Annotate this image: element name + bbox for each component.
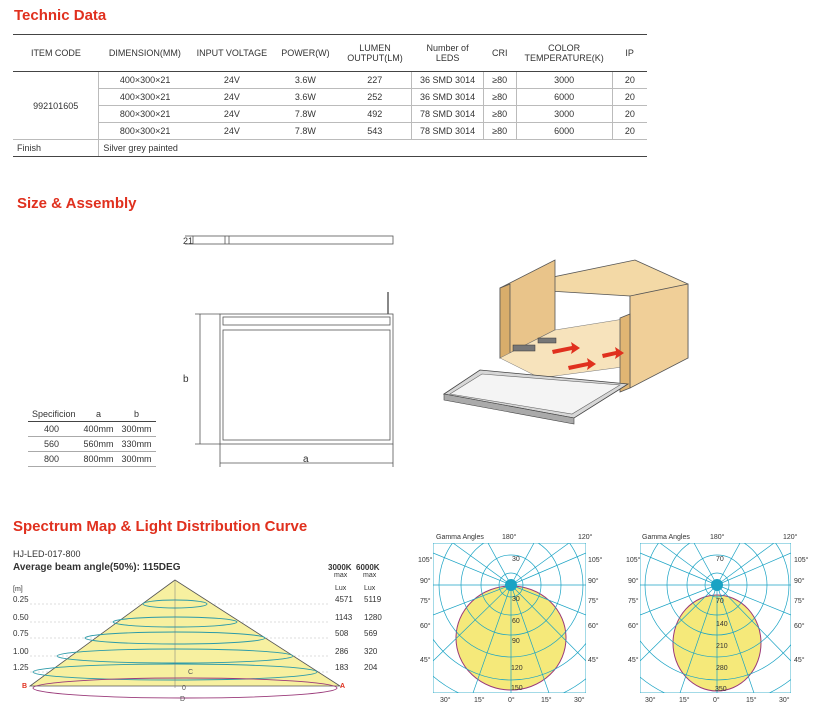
cell: ≥80	[483, 123, 516, 140]
beam-label-b: B	[22, 683, 28, 690]
beam-angle: Average beam angle(50%): 115DEG	[13, 562, 181, 573]
lux-label: Lux	[364, 585, 376, 592]
col-cri: CRI	[483, 35, 516, 72]
spec-col-spec: Specificion	[28, 407, 80, 422]
beam-label-0: 0	[182, 685, 186, 692]
angle-label: 60°	[794, 623, 805, 630]
angle-label: 45°	[588, 657, 599, 664]
panel-side-profile	[193, 236, 393, 244]
polar-value: 90	[512, 638, 520, 645]
polar-value: 280	[716, 665, 728, 672]
polar-value: 30	[512, 596, 520, 603]
col-color-temp: COLOR TEMPERATURE(K)	[516, 35, 612, 72]
cell: 400×300×21	[99, 89, 191, 106]
angle-label: 90°	[628, 578, 639, 585]
polar-value: 120	[511, 665, 523, 672]
size-assembly-title: Size & Assembly	[17, 195, 137, 212]
spec-col-a: a	[80, 407, 118, 422]
angle-label: 15°	[746, 697, 757, 704]
angle-label: 0°	[508, 697, 515, 704]
polar-value: 210	[716, 643, 728, 650]
cell: 3000	[516, 106, 612, 123]
col-item-code: ITEM CODE	[13, 35, 99, 72]
distance-label: 1.00	[13, 647, 29, 656]
angle-label: 75°	[628, 598, 639, 605]
cell: 6000	[516, 89, 612, 106]
polar-value: 70	[716, 598, 724, 605]
cell: 3.6W	[273, 72, 338, 89]
polar-value: 140	[716, 621, 728, 628]
cell: 800×300×21	[99, 106, 191, 123]
angle-label: 15°	[541, 697, 552, 704]
angle-label: 105°	[588, 557, 603, 564]
finish-value: Silver grey painted	[99, 140, 647, 157]
cabinet-assembly-illustration	[440, 258, 700, 428]
col-leds: Number of LEDS	[412, 35, 484, 72]
angle-label: 90°	[794, 578, 805, 585]
polar-chart-right	[640, 543, 791, 693]
angle-120: 120°	[783, 534, 798, 541]
polar-value: 60	[512, 618, 520, 625]
angle-label: 45°	[628, 657, 639, 664]
distance-label: 0.25	[13, 595, 29, 604]
cell: 24V	[191, 89, 273, 106]
col-6000k: 6000K	[356, 563, 380, 572]
cell: 7.8W	[273, 123, 338, 140]
angle-label: 75°	[588, 598, 599, 605]
unit-label: [m]	[13, 586, 23, 593]
cell: 3000	[516, 72, 612, 89]
polar-chart-left	[433, 543, 586, 693]
cell: 252	[338, 89, 412, 106]
finish-row	[13, 140, 647, 157]
cell: 492	[338, 106, 412, 123]
item-code-cell: 992101605	[13, 72, 99, 140]
lux-value: 204	[364, 663, 378, 672]
table-row: 400 400mm 300mm	[28, 422, 156, 437]
cell: 78 SMD 3014	[412, 123, 484, 140]
lux-value: 1143	[335, 613, 353, 622]
lux-label: Lux	[335, 585, 347, 592]
polar-value: 150	[511, 685, 523, 692]
col-power: POWER(W)	[273, 35, 338, 72]
spec-table	[28, 407, 156, 467]
angle-label: 90°	[420, 578, 431, 585]
angle-120: 120°	[578, 534, 593, 541]
gamma-label: Gamma Angles	[642, 534, 690, 541]
cell: ≥80	[483, 106, 516, 123]
technic-data-table	[13, 34, 647, 157]
cell: 800×300×21	[99, 123, 191, 140]
cell: 20	[612, 89, 647, 106]
distance-label: 0.50	[13, 613, 29, 622]
angle-label: 30°	[645, 697, 656, 704]
cell: 7.8W	[273, 106, 338, 123]
cell: 24V	[191, 106, 273, 123]
max-label: max	[363, 572, 377, 579]
beam-label-c: C	[188, 669, 194, 676]
angle-label: 105°	[626, 557, 641, 564]
table-row	[13, 123, 647, 140]
cell: ≥80	[483, 89, 516, 106]
spectrum-title: Spectrum Map & Light Distribution Curve	[13, 518, 308, 535]
col-ip: IP	[612, 35, 647, 72]
lux-value: 5119	[364, 595, 382, 604]
distance-label: 1.25	[13, 663, 29, 672]
lux-value: 508	[335, 629, 349, 638]
angle-label: 105°	[794, 557, 809, 564]
cell: 400×300×21	[99, 72, 191, 89]
technic-data-title: Technic Data	[14, 7, 107, 24]
panel-drawing	[175, 222, 405, 472]
angle-180: 180°	[502, 534, 517, 541]
dim-a-label: a	[303, 454, 309, 465]
angle-label: 30°	[574, 697, 585, 704]
beam-label-d: D	[180, 696, 186, 703]
cell: ≥80	[483, 72, 516, 89]
angle-label: 15°	[679, 697, 690, 704]
panel-front-view	[220, 314, 393, 444]
angle-label: 60°	[628, 623, 639, 630]
cell: 20	[612, 106, 647, 123]
angle-label: 45°	[420, 657, 431, 664]
gamma-label: Gamma Angles	[436, 534, 484, 541]
dim-b-label: b	[183, 374, 189, 385]
thickness-label: 21	[183, 236, 194, 246]
lux-value: 1280	[364, 613, 382, 622]
lux-value: 320	[364, 647, 378, 656]
polar-value: 30	[512, 556, 520, 563]
cell: 24V	[191, 123, 273, 140]
col-lumen: LUMEN OUTPUT(LM)	[338, 35, 412, 72]
beam-model: HJ-LED-017-800	[13, 549, 81, 559]
finish-label: Finish	[13, 140, 99, 157]
cell: 3.6W	[273, 89, 338, 106]
angle-label: 30°	[440, 697, 451, 704]
angle-label: 60°	[588, 623, 599, 630]
table-row: 800 800mm 300mm	[28, 452, 156, 467]
col-3000k: 3000K	[328, 563, 352, 572]
angle-label: 90°	[588, 578, 599, 585]
polar-value: 350	[715, 686, 727, 693]
polar-value: 70	[716, 556, 724, 563]
lux-value: 4571	[335, 595, 353, 604]
angle-label: 45°	[794, 657, 805, 664]
cell: 227	[338, 72, 412, 89]
table-header-row	[13, 35, 647, 72]
lux-value: 569	[364, 629, 378, 638]
col-dimension: DIMENSION(MM)	[99, 35, 191, 72]
table-row	[13, 89, 647, 106]
cell: 24V	[191, 72, 273, 89]
col-input-voltage: INPUT VOLTAGE	[191, 35, 273, 72]
angle-label: 60°	[420, 623, 431, 630]
angle-180: 180°	[710, 534, 725, 541]
beam-label-a: A	[340, 683, 346, 690]
table-row	[13, 106, 647, 123]
angle-label: 15°	[474, 697, 485, 704]
angle-label: 75°	[794, 598, 805, 605]
cell: 36 SMD 3014	[412, 72, 484, 89]
angle-label: 75°	[420, 598, 431, 605]
angle-label: 30°	[779, 697, 790, 704]
cell: 20	[612, 123, 647, 140]
max-label: max	[334, 572, 348, 579]
spec-col-b: b	[118, 407, 156, 422]
table-row: 560 560mm 330mm	[28, 437, 156, 452]
angle-label: 0°	[713, 697, 720, 704]
lux-value: 183	[335, 663, 349, 672]
cell: 78 SMD 3014	[412, 106, 484, 123]
table-row	[13, 72, 647, 89]
lux-value: 286	[335, 647, 349, 656]
cell: 543	[338, 123, 412, 140]
cell: 36 SMD 3014	[412, 89, 484, 106]
beam-cone-diagram	[10, 578, 380, 703]
angle-label: 105°	[418, 557, 433, 564]
distance-label: 0.75	[13, 629, 29, 638]
cell: 6000	[516, 123, 612, 140]
cell: 20	[612, 72, 647, 89]
spec-header-row	[28, 407, 156, 422]
